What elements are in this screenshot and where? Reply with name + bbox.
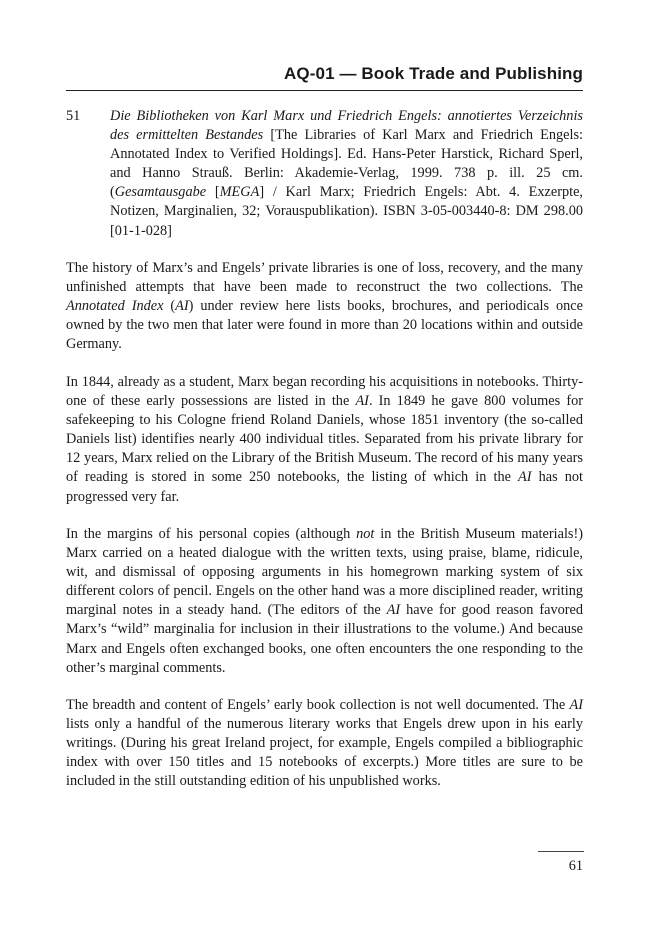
p3-text-a: In the margins of his personal copies (although — [66, 526, 357, 542]
page-number: 61 — [568, 858, 583, 874]
p3-italic-d: AI — [386, 602, 401, 619]
entry-text-3: ] / Karl Marx; Friedrich Engels: Abt. 4. Exzerpte, Notizen, Marginalien, 32; Vorauspublikation). ISBN 3-05-003440-8: DM 298.00 [01-1-028] — [110, 184, 583, 239]
entry-title: Die Bibliotheken von Karl Marx und Friedrich Engels: annotiertes Verzeichnis des ermittelten Bestandes — [110, 108, 583, 144]
p2-italic-b: AI — [355, 393, 369, 410]
p2-text-c: . In 1849 he gave 800 volumes for safekeeping to his Cologne friend Roland Daniels, whose 1851 inventory (the so-called Daniels list) identifies nearly 400 individual titles. Separated from his private library for 12 years, Marx relied on the Library of the British Museum. The record of his many years of reading is stored in some 250 notebooks, the listing of which in the — [66, 393, 583, 486]
p3-italic-b: not — [356, 526, 375, 542]
paragraph-3 — [66, 525, 583, 678]
p1-text-e: ) under review here lists books, brochures, and periodicals once owned by the two men that later were found in more than 20 locations within and outside Germany. — [66, 298, 583, 353]
entry-number: 51 — [66, 108, 81, 124]
p4-text-a: The breadth and content of Engels’ early book collection is not well documented. The — [66, 697, 570, 713]
entry-mega: MEGA — [219, 184, 260, 201]
p1-text-a: The history of Marx’s and Engels’ private libraries is one of loss, recovery, and the many unfinished attempts that have been made to reconstruct the two collections. The — [66, 260, 583, 296]
entry-citation — [110, 107, 583, 241]
paragraph-2 — [66, 373, 583, 507]
p2-text-a: In 1844, already as a student, Marx began recording his acquisitions in notebooks. Thirty-one of these early possessions are listed in the — [66, 374, 583, 410]
p1-italic-b: Annotated Index — [66, 298, 164, 315]
header-rule — [66, 90, 583, 91]
p4-italic-b: AI — [569, 697, 583, 713]
entry-text-1: [The Libraries of Karl Marx and Friedrich Engels: Annotated Index to Verified Holdings]. Ed. Hans-Peter Harstick, Richard Sperl, and Hanno Strauß. Berlin: Akademie-Verlag, 1999. 738 p. ill. 25 cm. ( — [110, 127, 583, 201]
p3-text-c: in the British Museum materials!) Marx carried on a heated dialogue with the written texts, using praise, blame, ridicule, wit, and dismissal of opposing arguments in his homegrown marking system of six different colors of pencil. Engels on the other hand was a more disciplined reader, writing marginal notes in a steady hand. (The editors of the — [66, 526, 583, 619]
paragraph-4 — [66, 696, 583, 791]
p2-text-e: has not progressed very far. — [66, 469, 583, 505]
paragraph-1 — [66, 259, 583, 354]
p3-text-e: have for good reason favored Marx’s “wild” marginalia for inclusion in their illustrations to the volume.) And because Marx and Engels often exchanged books, one often encounters the one responding to the other’s marginal comments. — [66, 602, 583, 676]
entry-series: Gesamtausgabe — [114, 184, 207, 201]
p2-italic-d: AI — [518, 469, 532, 486]
p1-text-c: ( — [163, 298, 176, 315]
running-header: AQ-01 — Book Trade and Publishing — [284, 64, 583, 83]
entry-text-2: [ — [206, 184, 220, 201]
p4-text-c: lists only a handful of the numerous literary works that Engels drew upon in his early writings. (During his great Ireland project, for example, Engels compiled a bibliographic index with over 150 titles and 15 notebooks of excerpts.) More titles are sure to be included in the still outstanding edition of his unpublished works. — [66, 716, 583, 790]
footer-rule — [538, 851, 584, 852]
bibliographic-entry — [66, 107, 583, 241]
p1-italic-d: AI — [175, 298, 189, 315]
